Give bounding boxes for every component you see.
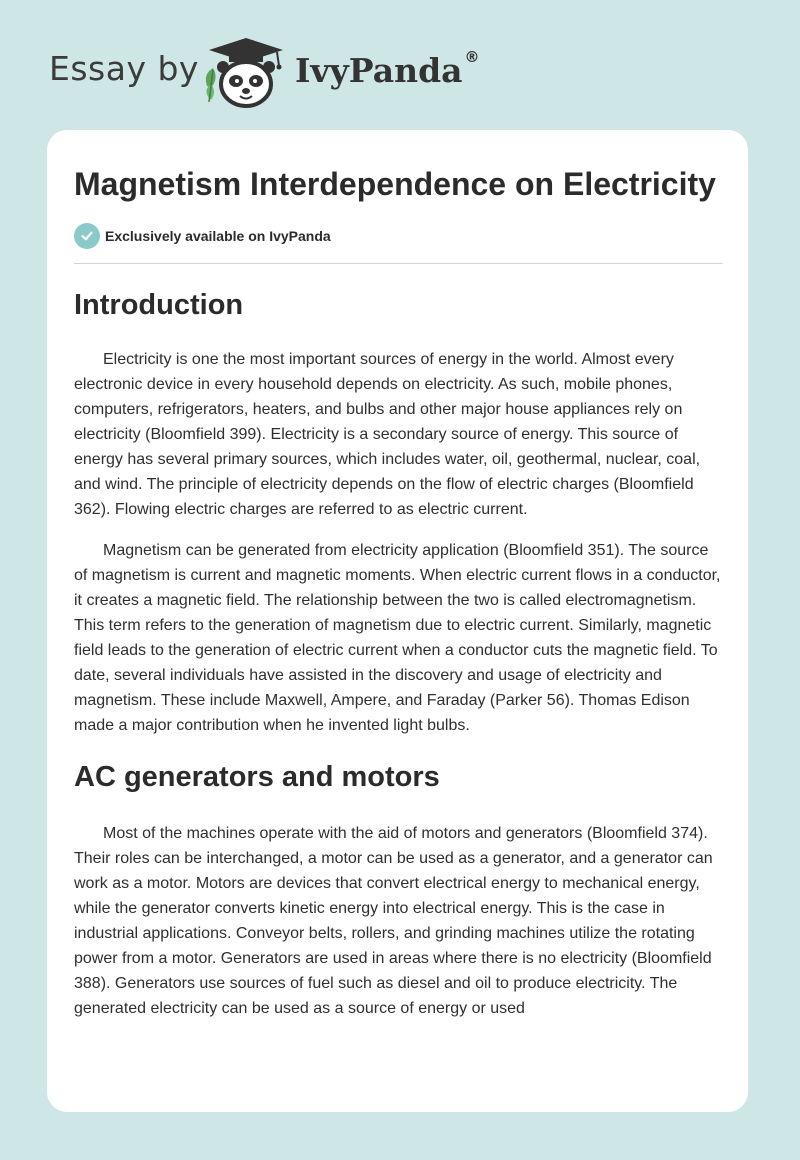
title-divider (74, 263, 723, 264)
brand-name-text: IvyPanda (295, 51, 463, 90)
paragraph: Electricity is one the most important sources of energy in the world. Almost every electronic device in every household depends on electricity. As such, mobile phones, computers, refrigerators, heaters, and bulbs and other major house appliances rely on electricity (Bloomfield 399). Electricity is a secondary source of energy. This source of energy has several primary sources, which includes water, oil, geothermal, nuclear, coal, and wind. The principle of electricity depends on the flow of electric charges (Bloomfield 362). Flowing electric charges are referred to as electric current. (74, 351, 701, 518)
essay-card (47, 130, 748, 1112)
check-circle-icon (74, 223, 100, 249)
section-heading-ac-generators: AC generators and motors (74, 761, 440, 793)
brand-name (295, 48, 480, 90)
exclusive-label: Exclusively available on IvyPanda (105, 228, 331, 244)
essay-title: Magnetism Interdependence on Electricity (74, 166, 716, 202)
essay-by-label: Essay by (49, 49, 199, 88)
essay-content (74, 163, 723, 1021)
registered-mark: ® (464, 48, 480, 66)
section-heading-introduction: Introduction (74, 289, 244, 321)
exclusive-badge (74, 222, 723, 250)
paragraph: Magnetism can be generated from electricity application (Bloomfield 351). The source of magnetism is current and magnetic moments. When electric current flows in a conductor, it creates a magnetic field. The relationship between the two is called electromagnetism. This term refers to the generation of magnetism due to electric current. Similarly, magnetic field leads to the generation of electric current when a conductor cuts the magnetic field. To date, several individuals have assisted in the discovery and usage of electricity and magnetism. These include Maxwell, Ampere, and Faraday (Parker 56). Thomas Edison made a major contribution when he invented light bulbs. (74, 542, 721, 734)
panda-graduate-logo-icon (201, 34, 291, 110)
site-header (0, 0, 800, 125)
paragraph: Most of the machines operate with the aid of motors and generators (Bloomfield 374). Their roles can be interchanged, a motor can be used as a generator, and a generator can work as a motor. Motors are devices that convert electrical energy to mechanical energy, while the generator converts kinetic energy into electrical energy. This is the case in industrial applications. Conveyor belts, rollers, and grinding machines utilize the rotating power from a motor. Generators are used in areas where there is no electricity (Bloomfield 388). Generators use sources of fuel such as diesel and oil to produce electricity. The generated electricity can be used as a source of energy or used (74, 825, 713, 1017)
